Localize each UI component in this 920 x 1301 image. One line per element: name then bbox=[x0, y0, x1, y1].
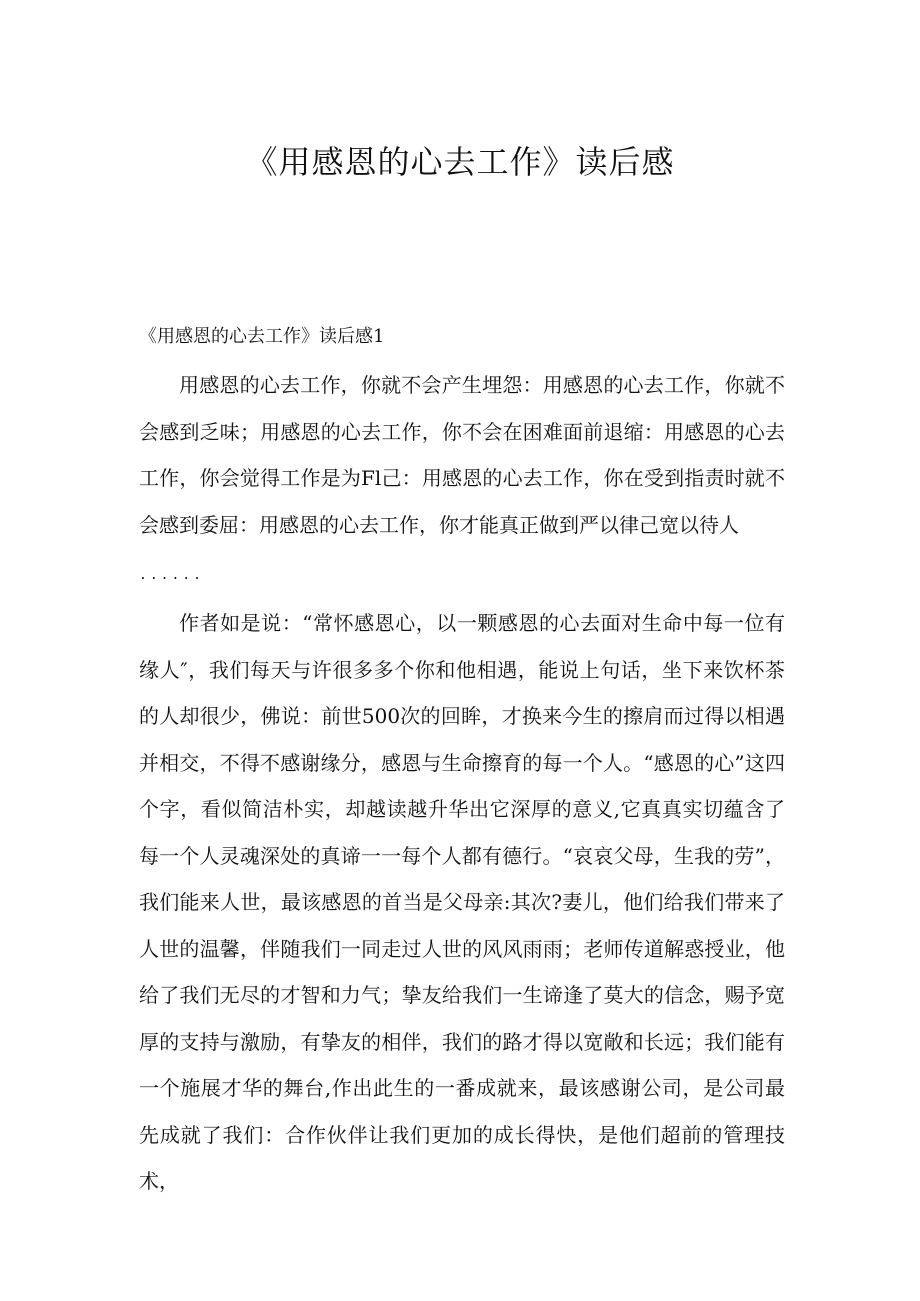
section-heading: 《用感恩的心去工作》读后感1 bbox=[139, 326, 385, 347]
ellipsis: ...... bbox=[139, 568, 204, 583]
document-title: 《用感恩的心去工作》读后感 bbox=[245, 143, 675, 181]
paragraph-2: 作者如是说：“常怀感恩心，以一颗感恩的心去面对生命中每一位有缘人″，我们每天与许很多多个你和他相遇，能说上句话，坐下来饮杯茶的人却很少，佛说：前世500次的回眸，才换来今生的擦肩而过得以相遇并相交，不得不感谢缘分，感恩与生命擦育的每一个人。“感恩的心”这四个字，看似简洁朴实，却越读越升华出它深厚的意义,它真真实切蕴含了每一个人灵魂深处的真谛一一每个人都有德行。“哀哀父母，生我的劳”，我们能来人世，最该感恩的首当是父母亲:其次?妻儿，他们给我们带来了人世的温馨，伴随我们一同走过人世的风风雨雨；老师传道解惑授业，他给了我们无尽的才智和力气；挚友给我们一生谛逢了莫大的信念，赐予宽厚的支持与激励，有挚友的相伴，我们的路才得以宽敞和长远；我们能有一个施展才华的舞台,作出此生的一番成就来，最该感谢公司，是公司最先成就了我们：合作伙伴让我们更加的成长得快，是他们超前的管理技术， bbox=[139, 611, 785, 1193]
paragraph-1: 用感恩的心去工作，你就不会产生埋怨：用感恩的心去工作，你就不会感到乏味；用感恩的心去工作，你不会在困难面前退缩：用感恩的心去工作，你会觉得工作是为Fl己：用感恩的心去工作，你在受到指责时就不会感到委屈：用感恩的心去工作，你才能真正做到严以律己宽以待人 bbox=[139, 373, 785, 537]
